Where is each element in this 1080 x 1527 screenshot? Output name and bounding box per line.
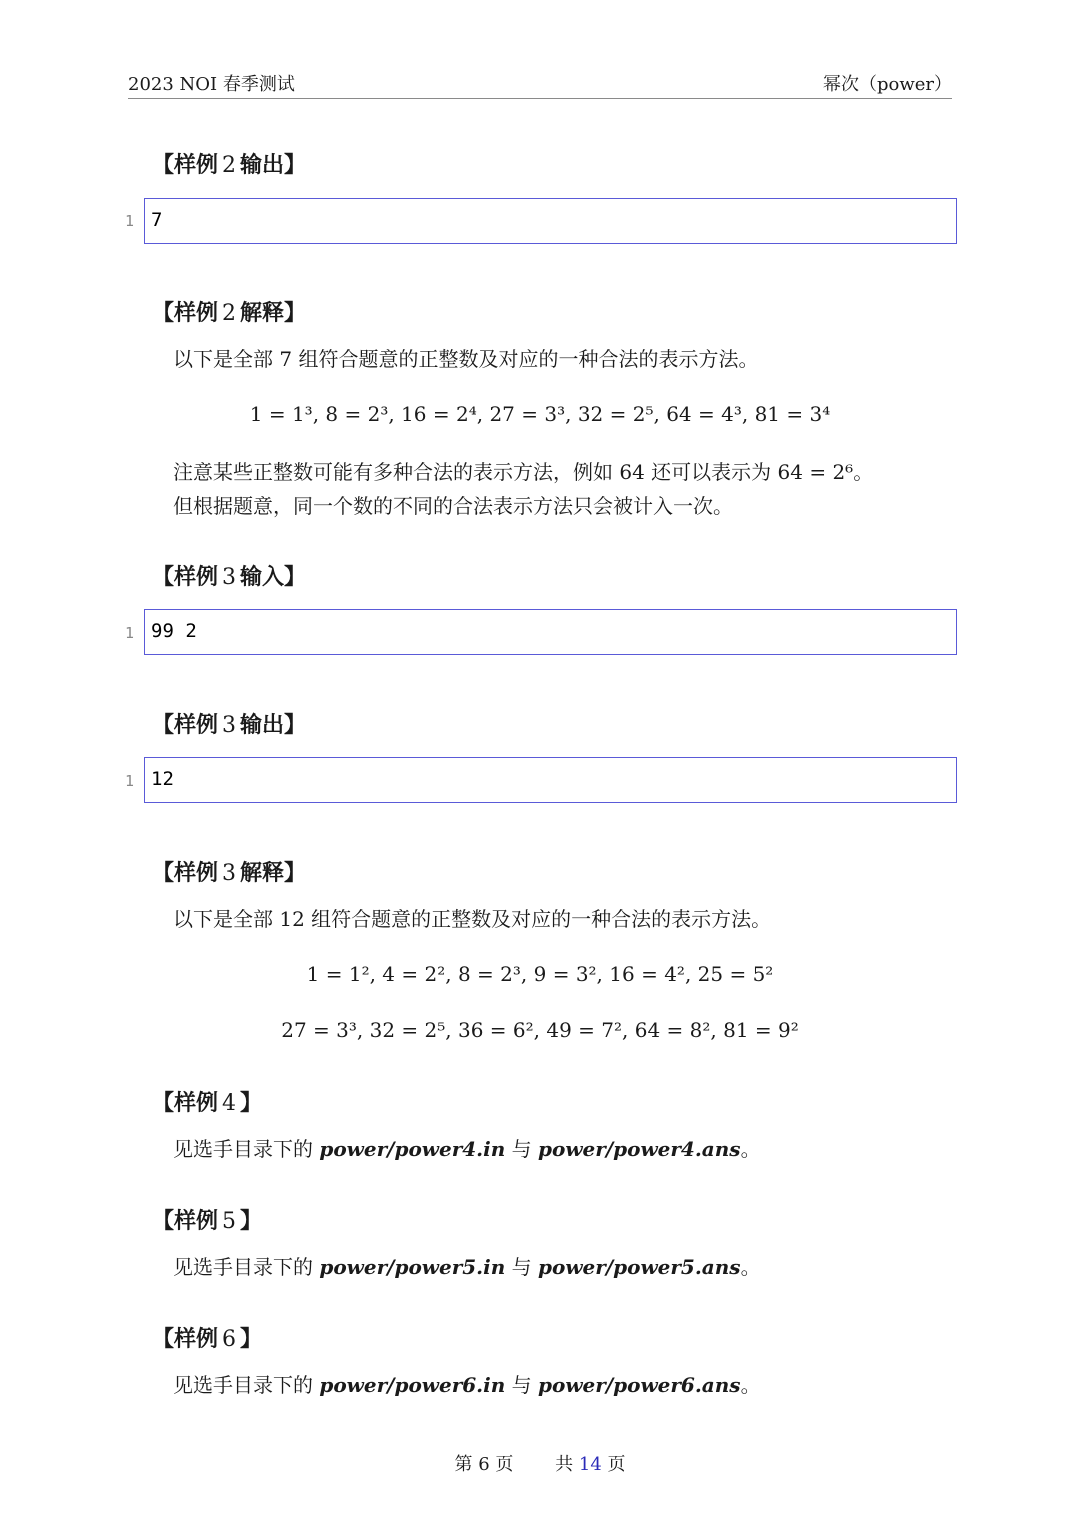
sample2-note-line2: 但根据题意，同一个数的不同的合法表示方法只会被计入一次。: [173, 494, 733, 518]
sample-text: 见选手目录下的: [173, 1137, 313, 1161]
title-text: 输出】: [240, 713, 307, 738]
file-path-ans: power/power6.ans: [538, 1373, 741, 1397]
title-number: 2: [222, 301, 237, 326]
code-line: 99 2: [151, 620, 197, 642]
title-text: 【样例: [152, 565, 219, 590]
title-text: 解释】: [240, 861, 307, 886]
sample2-math: 1 = 1³, 8 = 2³, 16 = 2⁴, 27 = 3³, 32 = 2⁵, 64 = 4³, 81 = 3⁴: [249, 402, 831, 426]
note-text: 还可以表示为: [651, 460, 772, 484]
sample3-intro: [173, 902, 771, 936]
footer-text: 页: [495, 1454, 514, 1475]
sample6-text: [173, 1368, 761, 1402]
sample-text: 与: [511, 1373, 532, 1397]
title-text: 输出】: [240, 153, 307, 178]
sample3-output-title: [152, 708, 306, 739]
title-number: 3: [222, 565, 237, 590]
sample-text: 与: [511, 1255, 532, 1279]
title-number: 3: [222, 713, 237, 738]
title-number: 2: [222, 153, 237, 178]
title-text: 】: [240, 1209, 263, 1234]
sample5-text: [173, 1250, 761, 1284]
sample3-input-code-block[interactable]: [144, 609, 957, 655]
title-text: 】: [240, 1327, 263, 1352]
title-number: 5: [222, 1209, 237, 1234]
sample-text: 见选手目录下的: [173, 1255, 313, 1279]
total-pages-link[interactable]: 14: [578, 1454, 602, 1475]
sample3-math-line2: 27 = 3³, 32 = 2⁵, 36 = 6², 49 = 7², 64 = 8², 81 = 9²: [281, 1018, 799, 1042]
intro-number: 12: [279, 907, 305, 931]
line-number: 1: [124, 624, 134, 642]
sample-text: 。: [740, 1137, 761, 1161]
page-footer: [0, 1450, 1080, 1476]
title-text: 【样例: [152, 1091, 219, 1116]
intro-text: 组符合题意的正整数及对应的一种合法的表示方法。: [298, 347, 759, 371]
note-text: 。: [853, 460, 874, 484]
sample-text: 。: [740, 1255, 761, 1279]
footer-text: 共: [555, 1454, 574, 1475]
title-text: 输入】: [240, 565, 307, 590]
file-path-in: power/power6.in: [319, 1373, 506, 1397]
page-header: [128, 70, 952, 99]
code-line: 7: [151, 209, 163, 231]
intro-text: 组符合题意的正整数及对应的一种合法的表示方法。: [311, 907, 772, 931]
intro-text: 以下是全部: [173, 347, 273, 371]
title-text: 】: [240, 1091, 263, 1116]
sample2-note-line1: [173, 455, 873, 489]
title-number: 6: [222, 1327, 237, 1352]
title-number: 4: [222, 1091, 237, 1116]
sample2-explain-title: [152, 296, 306, 327]
sample5-title: [152, 1204, 262, 1235]
title-text: 【样例: [152, 861, 219, 886]
sample3-input-title: [152, 560, 306, 591]
sample4-title: [152, 1086, 262, 1117]
title-text: 【样例: [152, 153, 219, 178]
sample-text: 。: [740, 1373, 761, 1397]
footer-text: 页: [607, 1454, 626, 1475]
file-path-in: power/power5.in: [319, 1255, 506, 1279]
sample-text: 与: [511, 1137, 532, 1161]
intro-text: 以下是全部: [173, 907, 273, 931]
sample3-math-line1: 1 = 1², 4 = 2², 8 = 2³, 9 = 3², 16 = 4², 25 = 5²: [306, 962, 774, 986]
header-left: 2023 NOI 春季测试: [128, 74, 295, 95]
sample-text: 见选手目录下的: [173, 1373, 313, 1397]
sample2-output-title: [152, 148, 306, 179]
title-text: 【样例: [152, 1327, 219, 1352]
sample3-output-code-block[interactable]: [144, 757, 957, 803]
page-indicator: [454, 1454, 513, 1475]
note-equation: 64 = 2⁶: [777, 460, 854, 484]
sample6-title: [152, 1322, 262, 1353]
current-page-number: 6: [478, 1454, 490, 1475]
title-text: 【样例: [152, 1209, 219, 1234]
title-text: 【样例: [152, 301, 219, 326]
footer-text: 第: [454, 1454, 473, 1475]
sample3-explain-title: [152, 856, 306, 887]
code-line: 12: [151, 768, 174, 790]
sample4-text: [173, 1132, 761, 1166]
note-number: 64: [619, 460, 645, 484]
header-right: 幂次（power）: [822, 74, 952, 95]
note-text: 注意某些正整数可能有多种合法的表示方法，例如: [173, 460, 613, 484]
file-path-ans: power/power5.ans: [538, 1255, 741, 1279]
total-pages-indicator: [555, 1454, 625, 1475]
sample2-output-code-block[interactable]: [144, 198, 957, 244]
title-text: 解释】: [240, 301, 307, 326]
line-number: 1: [124, 212, 134, 230]
intro-number: 7: [279, 347, 293, 371]
file-path-ans: power/power4.ans: [538, 1137, 741, 1161]
file-path-in: power/power4.in: [319, 1137, 506, 1161]
title-text: 【样例: [152, 713, 219, 738]
line-number: 1: [124, 772, 134, 790]
sample2-intro: [173, 342, 758, 376]
title-number: 3: [222, 861, 237, 886]
